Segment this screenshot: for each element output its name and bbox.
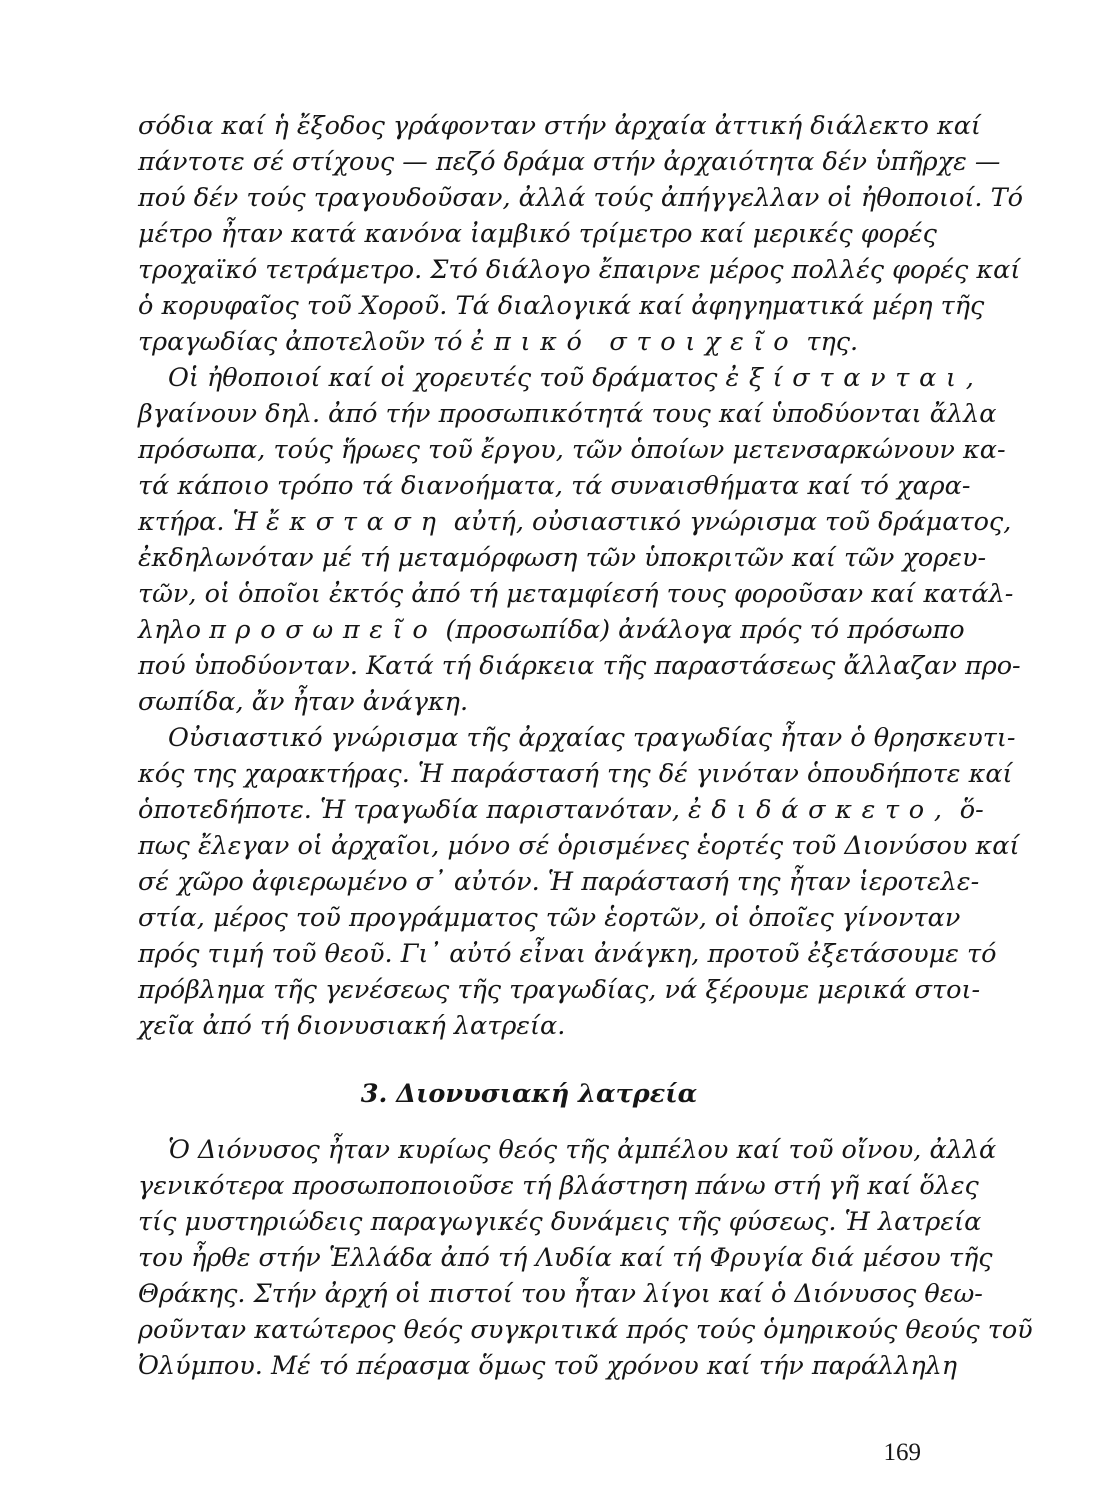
text-span: αὐτή, οὐσιαστικό γνώρισμα τοῦ δράματος, [453, 507, 1012, 537]
text-line: στία, μέρος τοῦ προγράμματος τῶν ἑορτῶν, οἱ ὁποῖες γίνονταν [138, 903, 961, 933]
text-span: ληλο [138, 615, 201, 645]
emphasized-term: ἔκσταση [265, 507, 446, 537]
text-span: (προσωπίδα) ἀνάλογα πρός τό πρόσωπο [445, 615, 965, 645]
text-line: πως ἔλεγαν οἱ ἀρχαῖοι, μόνο σέ ὁρισμένες ἑορτές τοῦ Διονύσου καί [138, 831, 1020, 861]
text-span: Οἱ ἠθοποιοί καί οἱ χορευτές τοῦ δράματος [168, 363, 718, 393]
text-line: Ὁ Διόνυσος ἦταν κυρίως θεός τῆς ἀμπέλου καί τοῦ οἴνου, ἀλλά [168, 1135, 997, 1165]
text-line: Ὀλύμπου. Μέ τό πέρασμα ὅμως τοῦ χρόνου καί τήν παράλληλη [138, 1351, 958, 1381]
text-span: τραγωδίας ἀποτελοῦν τό [138, 327, 463, 357]
text-line: Οὐσιαστικό γνώρισμα τῆς ἀρχαίας τραγωδίας ἦταν ὁ θρησκευτι- [168, 723, 1016, 753]
text-line: πάντοτε σέ στίχους — πεζό δράμα στήν ἀρχαιότητα δέν ὑπῆρχε — [138, 147, 1001, 177]
text-line: Θράκης. Στήν ἀρχή οἱ πιστοί του ἦταν λίγοι καί ὁ Διόνυσος θεω- [138, 1279, 983, 1309]
text-line: πρός τιμή τοῦ θεοῦ. Γι᾽ αὐτό εἶναι ἀνάγκη, προτοῦ ἐξετάσουμε τό [138, 939, 997, 969]
emphasized-term: ἐπικό στοιχεῖο [470, 327, 799, 357]
text-line [138, 612, 965, 648]
text-line: χεῖα ἀπό τή διονυσιακή λατρεία. [138, 1011, 566, 1041]
text-line: σόδια καί ἡ ἔξοδος γράφονταν στήν ἀρχαία ἀττική διάλεκτο καί [138, 111, 981, 141]
text-line: σέ χῶρο ἀφιερωμένο σ᾽ αὐτόν. Ἡ παράστασή της ἦταν ἱεροτελε- [138, 867, 980, 897]
text-line: μέτρο ἦταν κατά κανόνα ἰαμβικό τρίμετρο καί μερικές φορές [138, 219, 937, 249]
text-line: του ἦρθε στήν Ἑλλάδα ἀπό τή Λυδία καί τή Φρυγία διά μέσου τῆς [138, 1243, 993, 1273]
text-span: της. [806, 327, 859, 357]
text-line: ροῦνταν κατώτερος θεός συγκριτικά πρός τούς ὁμηρικούς θεούς τοῦ [138, 1315, 1033, 1345]
text-line: τῶν, οἱ ὁποῖοι ἐκτός ἀπό τή μεταμφίεσή τους φοροῦσαν καί κατάλ- [138, 579, 1014, 609]
text-line: πρόβλημα τῆς γενέσεως τῆς τραγωδίας, νά ξέρουμε μερικά στοι- [138, 975, 981, 1005]
text-line: σωπίδα, ἄν ἦταν ἀνάγκη. [138, 687, 469, 717]
page-number: 169 [883, 1439, 921, 1466]
text-line: τροχαϊκό τετράμετρο. Στό διάλογο ἔπαιρνε μέρος πολλές φορές καί [138, 255, 1021, 285]
text-line [138, 324, 920, 360]
text-span: ὅ- [959, 795, 984, 825]
text-span: κτήρα. Ἡ [138, 507, 258, 537]
text-line [138, 360, 984, 396]
text-line: βγαίνουν δηλ. ἀπό τήν προσωπικότητά τους καί ὑποδύονται ἄλλα [138, 399, 997, 429]
text-span: ὁποτεδήποτε. Ἡ τραγωδία παριστανόταν, [138, 795, 680, 825]
text-line: ὁ κορυφαῖος τοῦ Χοροῦ. Τά διαλογικά καί ἀφηγηματικά μέρη τῆς [138, 291, 985, 321]
text-line: πού δέν τούς τραγουδοῦσαν, ἀλλά τούς ἀπήγγελλαν οἱ ἠθοποιοί. Τό [138, 183, 1023, 213]
emphasized-term: ἐξίστανται, [725, 363, 984, 393]
text-line: ἐκδηλωνόταν μέ τή μεταμόρφωση τῶν ὑποκριτῶν καί τῶν χορευ- [138, 543, 987, 573]
text-line: πού ὑποδύονταν. Κατά τή διάρκεια τῆς παραστάσεως ἄλλαζαν προ- [138, 651, 1021, 681]
text-line: γενικότερα προσωποποιοῦσε τή βλάστηση πάνω στή γῆ καί ὅλες [138, 1171, 979, 1201]
emphasized-term: ἐδιδάσκετο, [688, 795, 952, 825]
text-line: πρόσωπα, τούς ἥρωες τοῦ ἔργου, τῶν ὁποίων μετενσαρκώνουν κα- [138, 435, 1006, 465]
text-line: κός της χαρακτήρας. Ἡ παράστασή της δέ γινόταν ὁπουδήποτε καί [138, 759, 1013, 789]
section-heading: 3. Διονυσιακή λατρεία [360, 1079, 698, 1109]
emphasized-term: προσωπεῖο [209, 615, 438, 645]
text-line [138, 504, 1012, 540]
text-line [138, 792, 984, 828]
text-line: τά κάποιο τρόπο τά διανοήματα, τά συναισθήματα καί τό χαρα- [138, 471, 971, 501]
text-line: τίς μυστηριώδεις παραγωγικές δυνάμεις τῆς φύσεως. Ἡ λατρεία [138, 1207, 982, 1237]
